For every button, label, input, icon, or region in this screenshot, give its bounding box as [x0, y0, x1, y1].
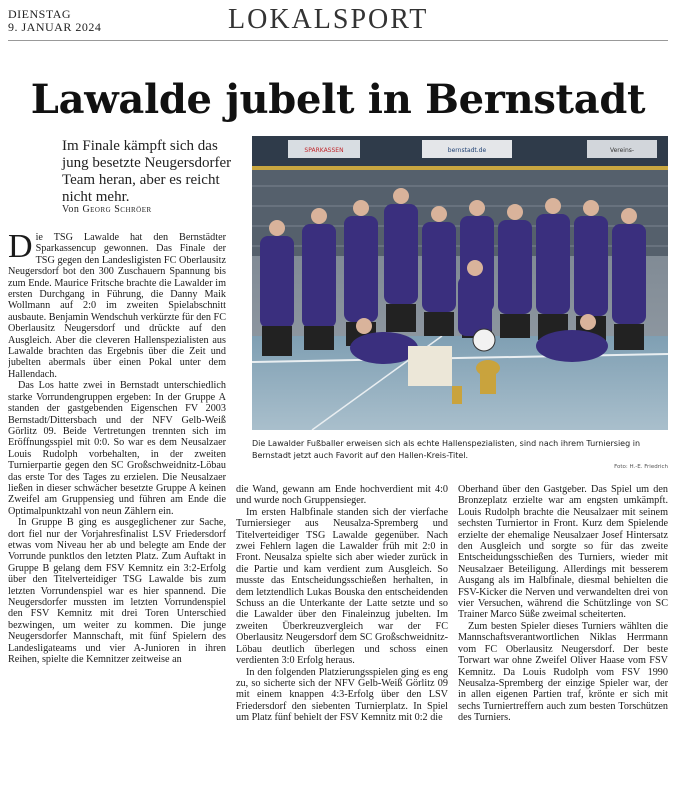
header-rule: [8, 40, 668, 41]
banner-text-1: SPARKASSEN: [304, 147, 344, 154]
paragraph-3: In Gruppe B ging es ausgeglichener zur Sache, dort fiel nur der Vorjahresfinalist LSV Friedersdorf etwas vom Niveau her ab und belegte am Ende der Vorrunde punktlos den letzten Platz. Zum Auftakt in Gruppe B gelang dem FSV Kemnitz ein 3:2-Erfolg über den Titelverteidiger TSG Lawalde bis zum letzten Vorrundenspiel war es hier spannend. Die Neugersdorfer mussten im letzten Vorrundenspiel den FSV Kemnitz mit drei Toren Unterschied bezwingen, um weiter zu kommen. Die junge Neugersdorfer Mannschaft, mit fünf Spielern des Landesligateams und vier A-Junioren in ihren Reihen, spielte die Kemnitzer zeitweise an: [8, 517, 226, 666]
photo-credit: Foto: H.-E. Friedrich: [614, 464, 668, 470]
dropcap: D: [8, 232, 33, 265]
paragraph-1: [8, 232, 226, 380]
header-weekday: DIENSTAG: [8, 7, 72, 21]
header-date: [8, 8, 101, 34]
photo-caption: Die Lawalder Fußballer erweisen sich als echte Hallenspezialisten, sind nach ihrem Turniersieg in Bernstadt jetzt auch Favorit auf den Hallen-Kreis-Titel.: [252, 439, 641, 460]
headline: Lawalde jubelt in Bernstadt: [30, 76, 646, 123]
paragraph-7: Oberhand über den Gastgeber. Das Spiel um den Bronzeplatz erzielte war am engsten umkämpft. Louis Rudolph brachte die Neusalzaer mit seinem sechsten Turniertor in Front. Kurz dem Spielende erzielte der ehemalige Neusalzaer Josef Hintersatz den Ausgleich und sorgte so für das zweite Entscheidungsschießen des Turniers, wieder mit Neusalzaer Beteiligung. Allerdings mit besserem Ausgang als im Halbfinale, diesmal behielten die FSV-Kicker die Nerven und verwandelten drei von vier Versuchen, während die Schützlinge von SC Trainer Marco Süße zweimal scheiterten.: [458, 484, 668, 621]
banner-text-2: bernstadt.de: [447, 147, 487, 154]
byline: [62, 204, 238, 216]
article-column-2: [236, 484, 448, 786]
article-column-3: [458, 484, 668, 786]
paragraph-2: Das Los hatte zwei in Bernstadt unterschiedlich starke Vorrundengruppen ergeben: In der Gruppe A standen der gastgebenden Eigenschen FV 2003 Bernstadt/Dittersbach und der NFV Gelb-Weiß Görlitz 09. Beide Vertretungen trennten sich im Eröffnungsspiel mit 0:0. So war es dem Neusalzaer Louis Rudolph vorbehalten, in der zweiten Turnierpartie gegen den SC Großschweidnitz-Löbau das erste Tor des Tages zu erzielen. Die Neusalzaer ließen in dieser schwächer besetzte Gruppe A keinen Zweifel am Gruppensieg und führen am Ende die Optimalpunktzahl von neun Zählern ein.: [8, 380, 226, 517]
paragraph-1-text: ie TSG Lawalde hat den Bernstädter Sparkassencup gewonnen. Das Finale der TSG gegen den Landesligisten FC Oberlausitz Neugersdorf bot den 300 Zuschauern Spannung bis zum Ende. Maurice Fritsche brachte die Lawalder im ersten Durchgang in Führung, die Danny Maik Wollmann auf 2:0 im zweiten Spielabschnitt ausbaute. Benjamin Wendschuh verkürzte für den FC Oberlausitz Neugersdorf und drückte auf den Ausgleich. Aber die cleveren Hallenspezialisten aus Lawalde brachten das Ergebnis über die Zeit und jubelten abermals über einen Pokal unter dem Hallendach.: [8, 232, 226, 380]
paragraph-6: In den folgenden Platzierungsspielen ging es eng zu, so sicherte sich der NFV Gelb-Weiß Görlitz 09 mit einem knappen 4:3-Erfolg über den LSV Friedersdorf den siebenten Turnierplatz. In Spiel um Platz fünf behielt der FSV Kemnitz mit 0:2 die: [236, 666, 448, 724]
banner-text-3: Vereins-: [609, 147, 635, 154]
section-title: LOKALSPORT: [228, 4, 429, 35]
subhead: Im Finale kämpft sich das jung besetzte Neugersdorfer Team heran, aber es reicht nicht mehr.: [62, 138, 232, 205]
article-column-1: [8, 232, 226, 786]
header-date-text: 9. JANUAR 2024: [8, 20, 102, 34]
byline-author: Georg Schröer: [82, 204, 152, 215]
paragraph-8: Zum besten Spieler dieses Turniers wählten die Mannschaftsverantwortlichen Niklas Herrmann vom FC Oberlausitz Neugersdorf. Der beste Torwart war ohne Zweifel Oliver Haase vom FSV Kemnitz. Da Louis Rudolph vom FSV 1990 Neusalza-Spremberg der einzige Spieler war, der in allen eigenen Partien traf, krönte er sich mit sechs Turniertreffern auch zum besten Torschützen des Turniers.: [458, 620, 668, 724]
byline-prefix: Von: [62, 204, 80, 215]
paragraph-4: die Wand, gewann am Ende hochverdient mit 4:0 und wurde noch Gruppensieger.: [236, 484, 448, 507]
paragraph-5: Im ersten Halbfinale standen sich der vierfache Turniersieger aus Neusalza-Spremberg und Titelverteidiger TSG Lawalde gegenüber. Nach zwei Fehlern lagen die Lawalder früh mit 2:0 in Front. Neusalza spielte sich aber wieder zurück in die Partie und kam verdient zum Ausgleich. So musste das Entscheidungsschießen herhalten, in dem letztendlich Lukas Bouska den entscheidenden Schuss an die Unterkante der Latte setzte und so die Lawalder über den Finaleinzug jubelten. Im zweiten Überkreuzvergleich war der FC Oberlausitz Neugersdorf dem SC Großschweidnitz-Löbau deutlich überlegen und schoss einen verdienten 3:0 Erfolg heraus.: [236, 506, 448, 667]
team-photo: [252, 136, 668, 430]
